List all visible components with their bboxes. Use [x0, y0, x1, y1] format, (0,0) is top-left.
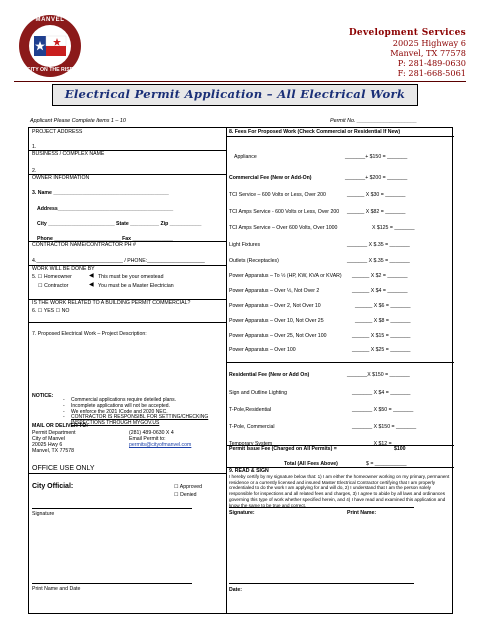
fee-row-calc[interactable]: _______+ $200 = _______ — [345, 175, 408, 181]
date-line — [229, 583, 414, 584]
mail-deliver-label: MAIL OR DELIVER TO: — [32, 423, 89, 429]
fee-row-label: Power Apparatus – Over 10, Not Over 25 — [229, 318, 324, 324]
applicant-date-label: Date: — [229, 587, 242, 593]
fee-row-label: TCI Service – 600 Volts or Less, Over 200 — [229, 192, 326, 198]
fee-row-label: Outlets (Receptacles) — [229, 258, 279, 264]
mail-line: Manvel, TX 77578 — [32, 448, 75, 454]
fee-row-label: Power Apparatus – To ½ (HP, KW, KVA or KVAR) — [229, 273, 342, 279]
item-2-field[interactable]: 2. — [32, 168, 37, 174]
department-name: Development Services — [348, 28, 466, 38]
fee-row-calc[interactable]: _______X $150 = _______ — [347, 372, 410, 378]
work-done-by-label: WORK WILL BE DONE BY — [32, 266, 95, 272]
fee-row-calc[interactable]: _______ X $12 = _______ — [352, 441, 414, 447]
building-permit-question: IS THE WORK RELATED TO A BUILDING PERMIT COMMERCIAL? — [32, 300, 191, 306]
fee-row-calc[interactable]: _______ X $50 = _______ — [352, 407, 414, 413]
fee-row-label: Power Apparatus – Over 2, Not Over 10 — [229, 303, 321, 309]
owner-name-field[interactable]: 3. Name ________________________________________ — [32, 190, 169, 196]
official-signature-label: Signature — [32, 511, 55, 517]
fees-header: 8. Fees For Proposed Work (Check Commercial or Residential If New) — [229, 129, 401, 135]
denied-checkbox[interactable]: ☐ Denied — [174, 492, 197, 498]
office-use-heading: OFFICE USE ONLY — [32, 465, 95, 472]
total-fees-label: Total (All Fees Above) — [284, 461, 338, 467]
fee-row-calc[interactable]: ______ X $2 = _______ — [352, 273, 408, 279]
read-sign-label: 9. READ & SIGN — [229, 468, 269, 474]
homeowner-checkbox[interactable]: 5. ☐ Homeowner — [32, 274, 72, 280]
total-fees-field[interactable]: $ = ___________ — [366, 461, 407, 467]
owner-information-label: OWNER INFORMATION — [32, 175, 90, 181]
fee-row-calc[interactable]: _______ X $.35 = _______ — [347, 258, 410, 264]
owner-address-field[interactable]: Address________________________________________ — [37, 206, 174, 212]
project-address-label: PROJECT ADDRESS — [32, 129, 83, 135]
application-form — [28, 127, 453, 614]
permit-number-field[interactable]: Permit No. ____________________ — [330, 118, 417, 124]
notice-list — [71, 398, 223, 427]
fee-row-label: Appliance — [234, 154, 257, 160]
fee-row-calc[interactable]: ______ X $6 = _______ — [355, 303, 411, 309]
owner-city-state-zip-field[interactable]: City _______________________ State __________ Zip ___________ — [37, 221, 202, 227]
form-title: Electrical Permit Application – All Electrical Work — [52, 84, 418, 106]
fee-row-label: Power Apparatus – Over ½, Not Over 2 — [229, 288, 320, 294]
fee-row-label: Residential Fee (New or Add On) — [229, 372, 310, 378]
print-name-line — [32, 583, 192, 584]
permit-issue-fee-value: $100 — [394, 446, 406, 452]
contact-phone: (281) 489-0630 X 4 — [129, 430, 174, 436]
mail-line: Permit Department — [32, 430, 76, 436]
fee-row-calc[interactable]: ______ X $30 = _______ — [347, 192, 406, 198]
official-print-name-label: Print Name and Date — [32, 586, 81, 592]
notice-item: - Commercial applications require deteiled plans. — [71, 398, 223, 404]
contractor-note: You must be a Master Electrician — [98, 283, 174, 289]
notice-item: - CONTRACTOR IS RESPONSIBL FOR SETTING/CHECKING INSPECTIONS THROUGH MYGOV.US — [71, 415, 223, 427]
contractor-name-phone-field[interactable]: 4.______________________________ / PHONE:____________________ — [32, 258, 205, 264]
fee-row-calc[interactable]: ______ X $4 = _______ — [352, 288, 408, 294]
fee-row-label: T-Pole,Residential — [229, 407, 272, 413]
fee-row-calc[interactable]: _______ X $4 = _______ — [352, 390, 411, 396]
fee-row-calc[interactable]: _______ X $150 = _______ — [352, 424, 417, 430]
column-divider — [226, 128, 227, 613]
fee-row-label: Power Apparatus – Over 25, Not Over 100 — [229, 333, 327, 339]
address-line-2: Manvel, TX 77578 — [390, 48, 466, 58]
fee-row-calc[interactable]: _______ X $.35 = _______ — [347, 242, 410, 248]
logo-bottom-text: CITY ON THE RISE — [26, 67, 74, 73]
mail-line: 20025 Hwy 6 — [32, 442, 63, 448]
city-logo — [18, 14, 82, 78]
arrow-right-icon: ◀ — [89, 273, 94, 279]
fee-row-calc[interactable]: ______ X $8 = _______ — [355, 318, 411, 324]
applicant-print-name-label: Print Name: — [347, 510, 377, 516]
notice-label: NOTICE: — [32, 393, 54, 399]
applicant-instructions: Applicant Please Complete Items 1 – 10 — [30, 118, 126, 124]
contractor-label: CONTRACTOR NAME/CONTRACTOR PH # — [32, 242, 136, 248]
fee-row-label: TCI Amps Service - 600 Volts or Less, Over 200 — [229, 209, 340, 215]
fee-row-label: TCI Amps Service – Over 600 Volts, Over 1000 — [229, 225, 338, 231]
signature-line — [229, 507, 414, 508]
signature-line — [32, 508, 192, 509]
arrow-right-icon: ◀ — [89, 282, 94, 288]
fee-row-calc[interactable]: ______ X $15 = _______ — [352, 333, 411, 339]
logo-top-text: MANVEL — [35, 17, 65, 23]
fee-row-label: Light Fixtures — [229, 242, 261, 248]
certification-text: I hereby certify by my signature below that: 1) I am either the homeowner working on my primary, permanent residence or a currently licensed and insured Master Electrical Contractor certifying that I am properly credentialed to do the work I am applying for and will do, 2) I understand that I am the person solely responsible for inspections and all related fees and charges, 3) I agree to abide by all laws and ordinances governing this type of work whether specified herein, and 4) I have read and examined this application and know the same to be true and correct. — [229, 474, 450, 508]
permits-email-link[interactable]: permits@cityofmanvel.com — [129, 442, 192, 448]
fee-row-label: Commercial Fee (New or Add-On) — [229, 175, 312, 181]
header-rule — [14, 81, 466, 82]
fax-number: F: 281-668-5061 — [397, 68, 466, 78]
applicant-signature-label: Signature: — [229, 510, 255, 516]
divider — [29, 322, 226, 323]
address-line-1: 20025 Highway 6 — [392, 38, 466, 48]
email-permit-label: Email Permit to: — [129, 436, 166, 442]
fee-row-label: Sign and Outline Lighting — [229, 390, 287, 396]
homeowner-note: This must be your omestead — [98, 274, 164, 280]
fee-row-label: T-Pole, Commercial — [229, 424, 275, 430]
business-name-label: BUSINESS / COMPLEX NAME — [32, 151, 105, 157]
divider — [226, 362, 454, 363]
fee-row-calc[interactable]: ______ X $82 = _______ — [347, 209, 406, 215]
yes-no-checkboxes[interactable]: 6. ☐ YES ☐ NO — [32, 308, 70, 314]
fee-row-label: Power Apparatus – Over 100 — [229, 347, 296, 353]
mail-line: City of Manvel — [32, 436, 65, 442]
divider — [226, 136, 454, 137]
notice-item: - Incomplete applications will not be accepted. — [71, 404, 223, 410]
item-1-field[interactable]: 1. — [32, 144, 37, 150]
contractor-checkbox[interactable]: ☐ Contractor — [38, 283, 69, 289]
permit-issue-fee-label: Permit Issue Fee (Charged on All Permits) = — [229, 446, 337, 452]
owner-phone-fax-field[interactable]: Phone _______________________ Fax ______________ — [37, 236, 173, 242]
divider — [29, 473, 226, 474]
fee-row-calc[interactable]: X $125 = _______ — [372, 225, 415, 231]
city-official-label: City Official: — [32, 483, 74, 490]
notice-item: - We enforce the 2021 ICode and 2020 NEC. — [71, 410, 223, 416]
department-contact — [349, 28, 466, 78]
proposed-work-label: 7. Proposed Electrical Work – Project Description: — [32, 331, 147, 337]
fee-row-calc[interactable]: ______ X $25 = _______ — [352, 347, 411, 353]
phone-number: P: 281-489-0630 — [397, 58, 466, 68]
approved-checkbox[interactable]: ☐ Approved — [174, 484, 203, 490]
fee-row-label: Temporary System — [229, 441, 273, 447]
fee-row-calc[interactable]: _______+ $150 = _______ — [345, 154, 408, 160]
